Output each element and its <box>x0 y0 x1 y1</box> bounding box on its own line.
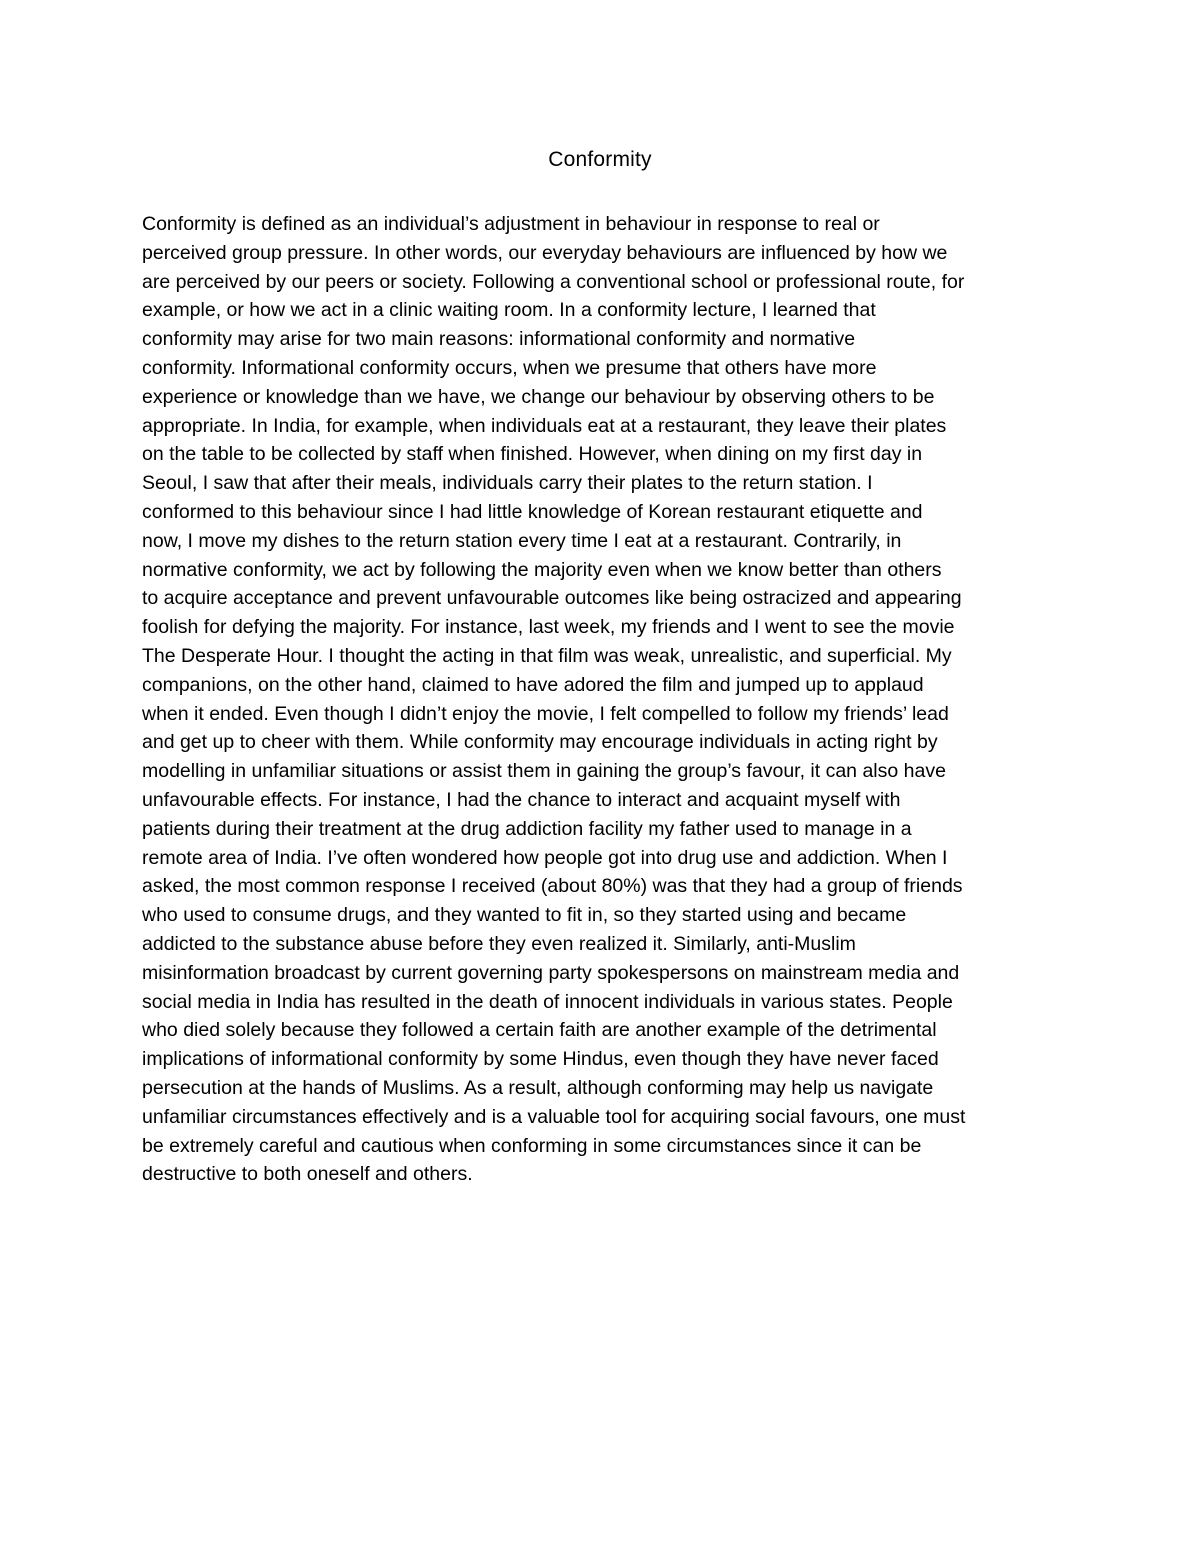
document-title: Conformity <box>548 148 652 171</box>
body-paragraph: Conformity is defined as an individual’s adjustment in behaviour in response to real or perceived group pressure. In other words, our everyday behaviours are influenced by how we are perceived by our peers or society. Following a conventional school or professional route, for example, or how we act in a clinic waiting room. In a conformity lecture, I learned that conformity may arise for two main reasons: informational conformity and normative conformity. Informational conformity occurs, when we presume that others have more experience or knowledge than we have, we change our behaviour by observing others to be appropriate. In India, for example, when individuals eat at a restaurant, they leave their plates on the table to be collected by staff when finished. However, when dining on my first day in Seoul, I saw that after their meals, individuals carry their plates to the return station. I conformed to this behaviour since I had little knowledge of Korean restaurant etiquette and now, I move my dishes to the return station every time I eat at a restaurant. Contrarily, in normative conformity, we act by following the majority even when we know better than others to acquire acceptance and prevent unfavourable outcomes like being ostracized and appearing foolish for defying the majority. For instance, last week, my friends and I went to see the movie The Desperate Hour. I thought the acting in that film was weak, unrealistic, and superficial. My companions, on the other hand, claimed to have adored the film and jumped up to applaud when it ended. Even though I didn’t enjoy the movie, I felt compelled to follow my friends’ lead and get up to cheer with them. While conformity may encourage individuals in acting right by modelling in unfamiliar situations or assist them in gaining the group’s favour, it can also have unfavourable effects. For instance, I had the chance to interact and acquaint myself with patients during their treatment at the drug addiction facility my father used to manage in a remote area of India. I’ve often wondered how people got into drug use and addiction. When I asked, the most common response I received (about 80%) was that they had a group of friends who used to consume drugs, and they wanted to fit in, so they started using and became addicted to the substance abuse before they even realized it. Similarly, anti-Muslim misinformation broadcast by current governing party spokespersons on mainstream media and social media in India has resulted in the death of innocent individuals in various states. People who died solely because they followed a certain faith are another example of the detrimental implications of informational conformity by some Hindus, even though they have never faced persecution at the hands of Muslims. As a result, although conforming may help us navigate unfamiliar circumstances effectively and is a valuable tool for acquiring social favours, one must be extremely careful and cautious when conforming in some circumstances since it can be destructive to both oneself and others. <box>142 213 966 1186</box>
